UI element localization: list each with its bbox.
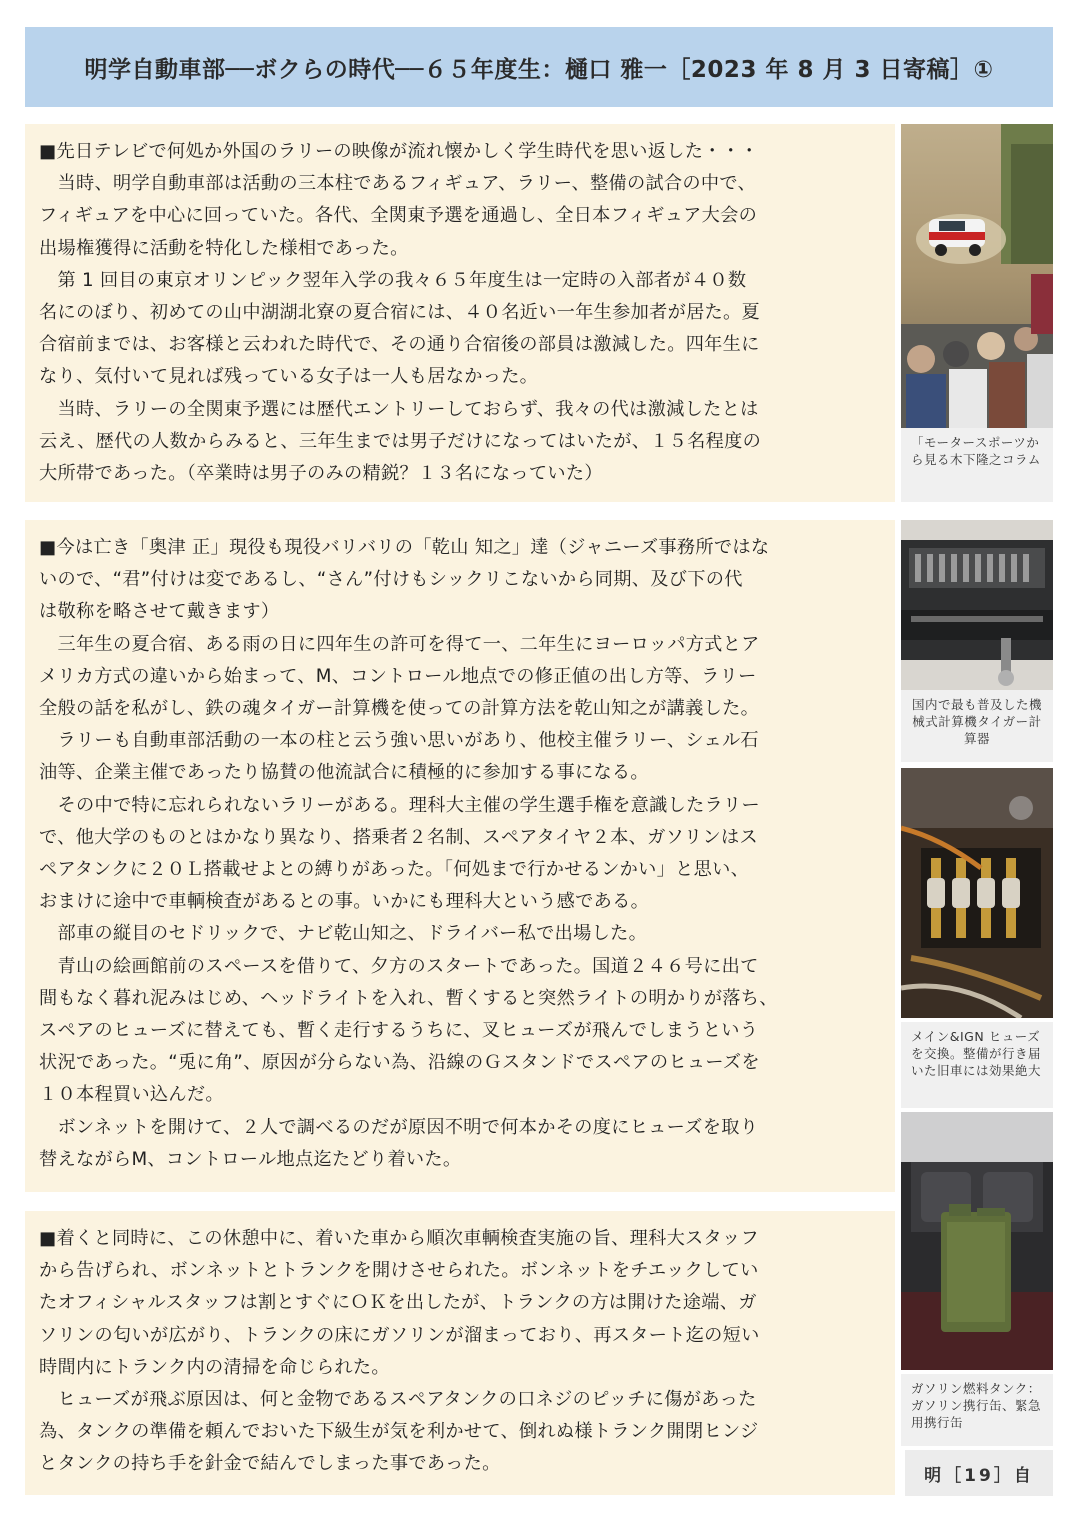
- paragraph-line: 名にのぼり、初めての山中湖湖北寮の夏合宿には、４０名近い一年生参加者が居た。夏: [39, 302, 761, 324]
- paragraph-line: メリカ方式の違いから始まって、M、コントロール地点での修正値の出し方等、ラリー: [39, 665, 757, 687]
- article-block-3: [25, 1211, 895, 1495]
- paragraph-line: 云え、歴代の人数からみると、三年生までは男子だけになってはいたが、１５名程度の: [39, 430, 762, 452]
- paragraph-line: ペアタンクに２０Ｌ搭載せよとの縛りがあった。「何処まで行かせるンかい」と思い、: [39, 859, 750, 881]
- tank-photo-caption: ガソリン燃料タンク：ガソリン携行缶、緊急用携行缶: [901, 1374, 1053, 1446]
- paragraph-line: 状況であった。“兎に角”、原因が分らない為、沿線のＧスタンドでスペアのヒューズを: [39, 1052, 760, 1074]
- fuel-tank-photo: [901, 1112, 1053, 1370]
- paragraph-line: 合宿前までは、お客様と云われた時代で、その通り合宿後の部員は激減した。四年生に: [39, 334, 760, 356]
- paragraph-line: たオフィシャルスタッフは割とすぐにＯＫを出したが、トランクの方は開けた途端、ガ: [39, 1292, 757, 1314]
- page-title: 明学自動車部──ボクらの時代──６５年度生：樋口 雅一［2023 年 8 月 3 日寄稿］①: [84, 56, 994, 83]
- paragraph-line: とタンクの持ち手を針金で結んでしまった事であった。: [39, 1453, 501, 1475]
- paragraph-line: 青山の絵画館前のスペースを借りて、夕方のスタートであった。国道２４６号に出て: [39, 955, 759, 977]
- fuse-photo-caption: メイン&IGN ヒューズを交換。整備が行き届いた旧車には効果絶大: [901, 1022, 1053, 1108]
- rally-photo-caption: 「モータースポーツから見る木下隆之コラム: [901, 428, 1053, 502]
- paragraph-line: 三年生の夏合宿、ある雨の日に四年生の許可を得て一、二年生にヨーロッパ方式とア: [39, 633, 760, 655]
- paragraph-line: ■先日テレビで何処か外国のラリーの映像が流れ懐かしく学生時代を思い返した・・・: [39, 141, 759, 162]
- paragraph-line: 為、タンクの準備を頼んでおいた下級生が気を利かせて、倒れぬ様トランク開閉ヒンジ: [39, 1421, 759, 1443]
- tiger-photo-caption: 国内で最も普及した機械式計算機タイガー計算器: [901, 690, 1053, 762]
- paragraph-line: 油等、企業主催であったり協賛の他流試合に積極的に参加する事になる。: [39, 762, 649, 784]
- paragraph-line: 替えながらM、コントロール地点迄たどり着いた。: [39, 1148, 462, 1170]
- paragraph-line: １０本程買い込んだ。: [39, 1084, 224, 1106]
- paragraph-line: 大所帯であった。（卒業時は男子のみの精鋭？１３名になっていた）: [39, 463, 603, 485]
- article-block-2: [25, 520, 895, 1192]
- paragraph-line: ■今は亡き「奥津 正」現役も現役バリバリの「乾山 知之」達（ジャニーズ事務所ではな: [39, 537, 770, 558]
- paragraph-line: で、他大学のものとはかなり異なり、搭乗者２名制、スペアタイヤ２本、ガソリンはス: [39, 826, 759, 848]
- paragraph-line: ヒューズが飛ぶ原因は、何と金物であるスペアタンクの口ネジのピッチに傷があった: [39, 1389, 757, 1411]
- fuse-box-photo: [901, 768, 1053, 1018]
- page-header: [25, 27, 1053, 107]
- paragraph-line: 第 1 回目の東京オリンピック翌年入学の我々６５年度生は一定時の入部者が４０数: [39, 269, 747, 291]
- paragraph-line: ソリンの匂いが広がり、トランクの床にガソリンが溜まっており、再スタート迄の短い: [39, 1324, 760, 1346]
- paragraph-line: 部車の縦目のセドリックで、ナビ乾山知之、ドライバー私で出場した。: [39, 923, 648, 945]
- paragraph-line: なり、気付いて見れば残っている女子は一人も居なかった。: [39, 366, 539, 388]
- paragraph-line: ボンネットを開けて、２人で調べるのだが原因不明で何本かその度にヒューズを取り: [39, 1116, 759, 1138]
- paragraph-line: おまけに途中で車輌検査があるとの事。いかにも理科大という感である。: [39, 891, 650, 913]
- paragraph-line: その中で特に忘れられないラリーがある。理科大主催の学生選手権を意識したラリー: [39, 794, 761, 816]
- paragraph-line: から告げられ、ボンネットとトランクを開けさせられた。ボンネットをチエックしてい: [39, 1260, 759, 1282]
- article-block-1: [25, 124, 895, 502]
- tiger-calculator-photo: [901, 520, 1053, 690]
- paragraph-line: 間もなく暮れ泥みはじめ、ヘッドライトを入れ、暫くすると突然ライトの明かりが落ち、: [39, 987, 778, 1009]
- paragraph-line: いので、“君”付けは変であるし、“さん”付けもシックリこないから同期、及び下の代: [39, 569, 743, 591]
- paragraph-line: ■着くと同時に、この休憩中に、着いた車から順次車輌検査実施の旨、理科大スタッフ: [39, 1228, 760, 1249]
- paragraph-line: ラリーも自動車部活動の一本の柱と云う強い思いがあり、他校主催ラリー、シェル石: [39, 730, 759, 752]
- paragraph-line: フィギュアを中心に回っていた。各代、全関東予選を通過し、全日本フィギュア大会の: [39, 205, 758, 227]
- paragraph-line: 当時、明学自動車部は活動の三本柱であるフィギュア、ラリー、整備の試合の中で、: [39, 173, 757, 195]
- rally-car-photo: [901, 124, 1053, 428]
- paragraph-line: は敬称を略させて戴きます）: [39, 601, 280, 623]
- paragraph-line: 出場権獲得に活動を特化した様相であった。: [39, 237, 409, 259]
- paragraph-line: 当時、ラリーの全関東予選には歴代エントリーしておらず、我々の代は激減したとは: [39, 398, 759, 420]
- page-number: 明［19］自: [905, 1450, 1053, 1496]
- paragraph-line: 全般の話を私がし、鉄の魂タイガー計算機を使っての計算方法を乾山知之が講義した。: [39, 698, 760, 720]
- paragraph-line: 時間内にトランク内の清掃を命じられた。: [39, 1356, 390, 1378]
- paragraph-line: スペアのヒューズに替えても、暫く走行するうちに、叉ヒューズが飛んでしまうという: [39, 1020, 759, 1042]
